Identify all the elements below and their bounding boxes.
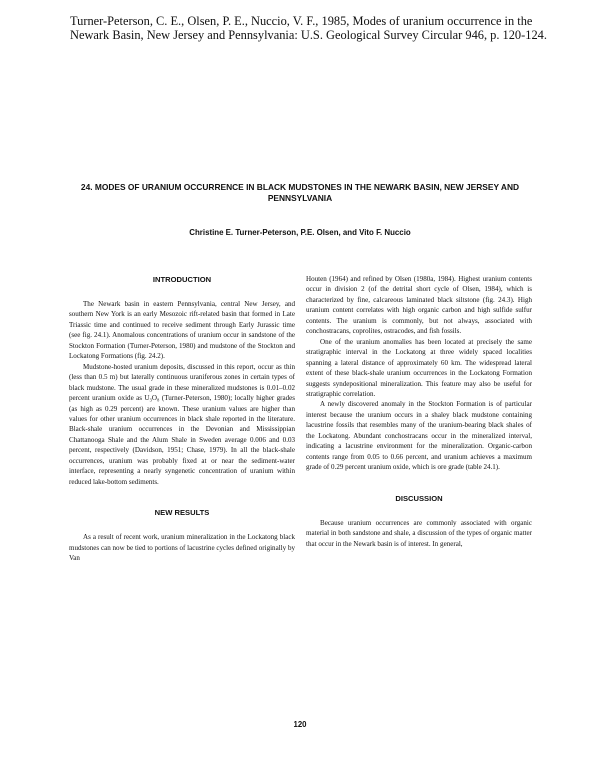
introduction-paragraph-1: The Newark basin in eastern Pennsylvania, central New Jersey, and southern New York is an early Mesozoic rift-related basin that formed in Late Triassic time and continued to receive sediment through Early Jurassic time (see fig. 24.1). Anomalous concentrations of uranium occur in sandstone of the Stockton Formation (Turner-Peterson, 1980) and mudstone of the Stockton and Lockatong Formations (fig. 24.2). [69,300,295,361]
right-paragraph-3: A newly discovered anomaly in the Stockton Formation is of particular interest because the uranium occurs in a shaley black mudstone containing lacustrine fossils that resembles many of the uranium-bearing black shales of the Lockatong. Abundant conchostracans occur in the mineralized interval, indicating a lacustrine environment for the mineralization. Organic-carbon contents range from 0.05 to 0.66 percent, and uranium achieves a maximum grade of 0.29 percent uranium oxide, which is ore grade (table 24.1). [306,400,532,472]
discussion-paragraph-1: Because uranium occurrences are commonly associated with organic material in both sandstone and shale, a discussion of the types of organic matter that occur in the Newark basin is of interest. In general, [306,518,532,548]
citation: Turner-Peterson, C. E., Olsen, P. E., Nuccio, V. F., 1985, Modes of uranium occurrence in the Newark Basin, New Jersey and Pennsylvania: U.S. Geological Survey Circular 946, p. 120-124. [70,14,547,42]
left-column [69,274,295,564]
introduction-heading: INTRODUCTION [152,275,212,284]
right-paragraph-1: Houten (1964) and refined by Olsen (1980a, 1984). Highest uranium contents occur in division 2 (of the detrital short cycle of Olsen, 1984), which is characterized by fine, calcareous laminated black siltstone (fig. 24.3). High uranium content correlates with high organic carbon and high sulfide sulfur contents. The uranium is commonly, but not always, associated with conchostracans, coprolites, ostracodes, and fish fossils. [306,275,532,336]
page-number: 120 [293,720,307,729]
author-list: Christine E. Turner-Peterson, P.E. Olsen, and Vito F. Nuccio [189,228,411,237]
discussion-heading: DISCUSSION [395,493,443,503]
right-paragraph-2: One of the uranium anomalies has been located at precisely the same stratigraphic interval in the Lockatong at three widely spaced localities spanning a lateral distance of approximately 60 km. The widespread lateral extent of these black-shale uranium occurrences in the Lockatong Formation suggests syndepositional mineralization. This feature may also be useful for stratigraphic correlation. [306,337,532,398]
paper-title: 24. MODES OF URANIUM OCCURRENCE IN BLACK MUDSTONES IN THE NEWARK BASIN, NEW JERSEY AND PENNSYLVANIA [80,182,520,203]
right-column [306,274,532,549]
new-results-paragraph-1: As a result of recent work, uranium mineralization in the Lockatong black mudstones can now be tied to portions of lacustrine cycles defined originally by Van [69,533,295,563]
new-results-heading: NEW RESULTS [154,508,210,518]
introduction-paragraph-2: Mudstone-hosted uranium deposits, discussed in this report, occur as thin (less than 0.5 m) but laterally continuous uraniferous zones in certain types of black mudstone. The usual grade in these mineralized mudstones is 0.01–0.02 percent uranium oxide as U₃O₈ (Turner-Peterson, 1980); locally higher grades (as high as 0.29 percent) are known. These uranium values are higher than values for other uranium occurrences in black shale reported in the literature. Black-shale uranium occurrences in the Devonian and Mississippian Chattanooga Shale and the Alum Shale in Sweden average 0.006 and 0.03 percent, respectively (Davidson, 1951; Chase, 1979). In all the black-shale occurrences, uranium was probably fixed at or near the sediment-water interface, representing a nearly syngenetic concentration of uranium within reduced lake-bottom sediments. [69,362,295,486]
